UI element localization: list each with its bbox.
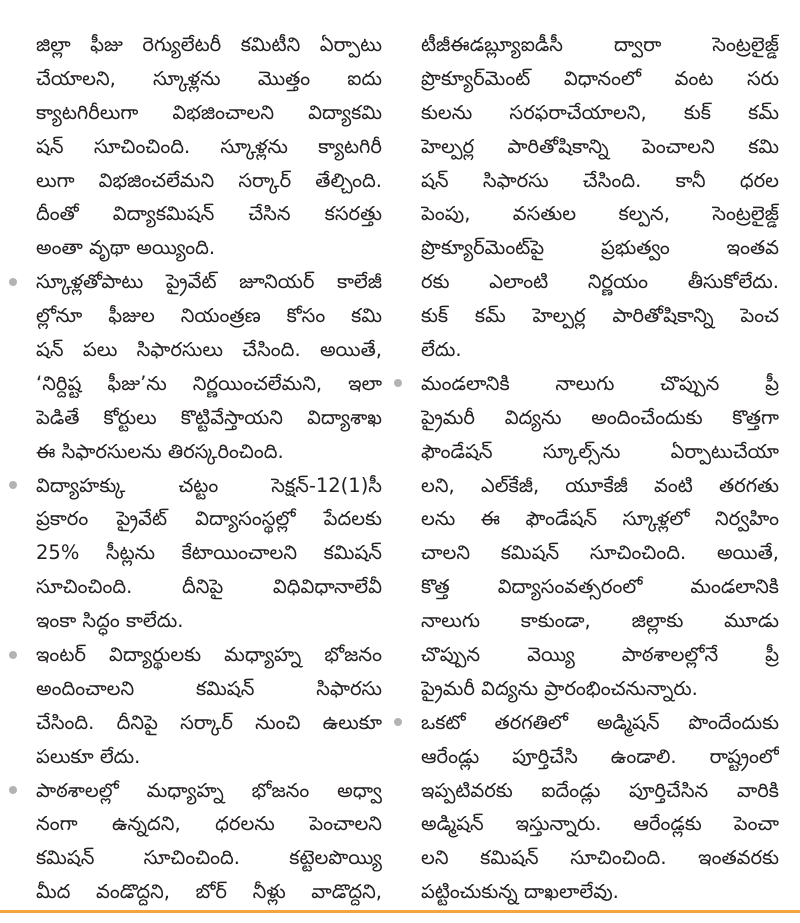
text-line: స్కూళ్లతోపాటు ప్రైవేట్ జూనియర్ కాలేజీ [36, 270, 382, 294]
bullet-item [36, 638, 382, 774]
text-line: నాలుగు కాకుండా, జిల్లాకు మూడు [421, 609, 779, 633]
text-line: క్యాటగిరీలుగా విభజించాలని విద్యాకమి [36, 100, 382, 124]
text-line: లని కమిషన్ సూచించింది. ఇంతవరకు [421, 846, 779, 870]
text-line: చేసింది. దీనిపై సర్కార్ నుంచి ఉలుకూ [36, 710, 382, 734]
bullet-item [36, 774, 382, 910]
bullet-dot-icon [9, 278, 17, 286]
bullet-item [421, 367, 779, 706]
text-line: ఫౌండేషన్ స్కూల్స్‌ను ఏర్పాటుచేయా [421, 439, 779, 463]
text-line: ‘నిర్దిష్ట ఫీజు’ను నిర్ణయించలేమని, ఇలా [36, 371, 382, 395]
bottom-rule [0, 910, 800, 913]
bullet-dot-icon [9, 786, 17, 794]
paragraph [36, 28, 382, 265]
column-right [421, 28, 779, 909]
text-line: కమిషన్ సూచించింది. కట్టెలపొయ్యి [36, 846, 382, 870]
bullet-item [421, 706, 779, 909]
text-line: లని, ఎల్‌కేజీ, యూకేజీ వంటి తరగతు [421, 473, 779, 497]
bullet-dot-icon [394, 718, 402, 726]
bullet-dot-icon [394, 379, 402, 387]
text-line: షన్ పలు సిఫారసులు చేసింది. అయితే, [36, 338, 382, 362]
text-line: పలుకూ లేదు. [36, 744, 141, 768]
text-line: నంగా ఉన్నదని, ధరలను పెంచాలని [36, 812, 382, 836]
bullet-dot-icon [9, 651, 17, 659]
text-line: లను ఈ ఫౌండేషన్ స్కూళ్లలో నిర్వహిం [421, 507, 779, 531]
paragraph [421, 28, 779, 367]
bullet-dot-icon [9, 481, 17, 489]
text-line: ప్రైమరీ విద్యను అందించేందుకు కొత్తగా [421, 405, 779, 429]
text-line: షన్ సిఫారసు చేసింది. కానీ ధరల [421, 168, 779, 192]
text-line: చాలని కమిషన్ సూచించింది. అయితే, [421, 541, 779, 565]
text-line: ప్రొక్యూర్‌మెంట్‌పై ప్రభుత్వం ఇంతవ [421, 236, 779, 260]
text-line: ప్రైమరీ విద్యను ప్రారంభించనున్నారు. [421, 676, 698, 700]
text-line: పెడితే కోర్టులు కొట్టివేస్తాయని విద్యాశాఖ [36, 405, 382, 429]
column-left [36, 28, 382, 909]
text-line: రకు ఎలాంటి నిర్ణయం తీసుకోలేదు. [421, 270, 779, 294]
text-line: 25% సీట్లను కేటాయించాలని కమిషన్ [36, 541, 382, 565]
text-line: పట్టించుకున్న దాఖలాలేవు. [421, 880, 619, 904]
bullet-item [36, 265, 382, 468]
text-line: మీద వండొద్దని, బోర్ నీళ్లు వాడొద్దని, [36, 880, 382, 904]
text-line: కులను సరఫరాచేయాలని, కుక్ కమ్ [421, 100, 779, 124]
text-line: లేదు. [421, 338, 462, 362]
text-line: ఇంకా సిద్ధం కాలేదు. [36, 609, 184, 633]
text-line: జిల్లా ఫీజు రెగ్యులేటరీ కమిటీని ఏర్పాటు [36, 33, 382, 56]
text-line: మండలానికి నాలుగు చొప్పున ప్రీ [421, 371, 779, 395]
text-line: టీజీఈడబ్ల్యూఐడీసీ ద్వారా సెంట్రలైజ్డ్ [421, 33, 779, 56]
text-line: కుక్ కమ్ హెల్పర్ల పారితోషికాన్ని పెంచ [421, 304, 779, 328]
text-line: షన్ సూచించింది. స్కూళ్లను క్యాటగిరీ [36, 134, 382, 158]
text-line: ప్రకారం ప్రైవేట్ విద్యాసంస్థల్లో పేదలకు [36, 507, 382, 531]
text-line: ఈ సిఫారసులను తిరస్కరించింది. [36, 439, 284, 463]
text-line: లుగా విభజించలేమని సర్కార్ తేల్చింది. [36, 168, 382, 192]
text-line: ఆరేండ్లు పూర్తిచేసి ఉండాలి. రాష్ట్రంలో [421, 744, 779, 768]
text-line: పెంపు, వసతుల కల్పన, సెంట్రలైజ్డ్ [421, 202, 779, 226]
text-line: ల్లోనూ ఫీజుల నియంత్రణ కోసం కమి [36, 304, 382, 328]
text-line: విద్యాహక్కు చట్టం సెక్షన్-12(1)సీ [36, 473, 382, 497]
text-line: ఇంటర్ విద్యార్థులకు మధ్యాహ్న భోజనం [36, 643, 382, 667]
text-line: అందించాలని కమిషన్ సిఫారసు [36, 676, 382, 700]
text-line: దీంతో విద్యాకమిషన్ చేసిన కసరత్తు [36, 202, 382, 226]
text-line: చొప్పున వెయ్యి పాఠశాలల్లోనే ప్రీ [421, 643, 779, 667]
text-line: కొత్త విద్యాసంవత్సరంలో మండలానికి [421, 575, 779, 599]
text-line: ఒకటో తరగతిలో అడ్మిషన్ పొందేందుకు [421, 710, 779, 734]
bullet-item [36, 469, 382, 638]
text-line: పాఠశాలల్లో మధ్యాహ్న భోజనం అధ్వా [36, 778, 382, 802]
text-line: ప్రొక్యూర్‌మెంట్ విధానంలో వంట సరు [421, 66, 779, 90]
text-line: అడ్మిషన్ ఇస్తున్నారు. ఆరేండ్లకు పెంచా [421, 812, 779, 836]
text-line: హెల్పర్ల పారితోషికాన్ని పెంచాలని కమి [421, 134, 779, 158]
text-line: సూచించింది. దీనిపై విధివిధానాలేవీ [36, 575, 382, 599]
text-line: చేయాలని, స్కూళ్లను మొత్తం ఐదు [36, 66, 382, 90]
text-line: అంతా వృథా అయ్యింది. [36, 236, 216, 260]
text-line: ఇప్పటివరకు ఐదేండ్లు పూర్తిచేసిన వారికి [421, 778, 779, 802]
